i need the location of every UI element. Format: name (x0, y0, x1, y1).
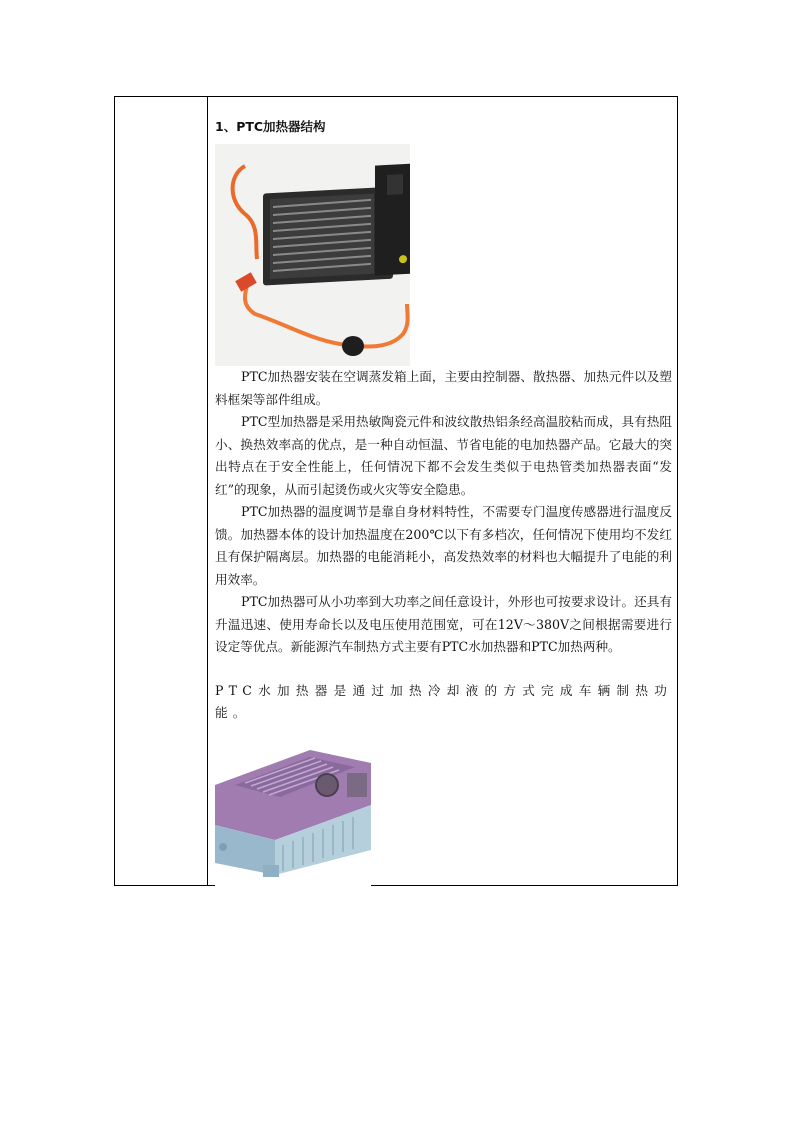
section-heading: 1、PTC加热器结构 (215, 119, 326, 134)
table-column-divider (207, 96, 208, 886)
paragraph-3: PTC加热器的温度调节是靠自身材料特性，不需要专门温度传感器进行温度反馈。加热器本体的设计加热温度在200℃以下有多档次，任何情况下使用均不发红且有保护隔离层。加热器的电能消耗小，高发热效率的材料也大幅提升了电能的利用效率。 (215, 504, 672, 587)
ptc-water-heater-render (215, 745, 371, 888)
water-heater-paragraph: PTC水加热器是通过加热冷却液的方式完成车辆制热功能。 (215, 682, 672, 720)
ptc-air-heater-photo (215, 144, 410, 366)
paragraph-2: PTC型加热器是采用热敏陶瓷元件和波纹散热铝条经高温胶粘而成，具有热阻小、换热效率高的优点，是一种自动恒温、节省电能的电加热器产品。它最大的突出特点在于安全性能上，任何情况下都不会发生类似于电热管类加热器表面“发红”的现象，从而引起烫伤或火灾等安全隐患。 (215, 414, 672, 497)
paragraph-1: PTC加热器安装在空调蒸发箱上面，主要由控制器、散热器、加热元件以及塑料框架等部件组成。 (215, 369, 672, 407)
paragraph-4: PTC加热器可从小功率到大功率之间任意设计，外形也可按要求设计。还具有升温迅速、使用寿命长以及电压使用范围宽，可在12V～380V之间根据需要进行设定等优点。新能源汽车制热方式主要有PTC水加热器和PTC加热两种。 (215, 594, 672, 654)
section-content (215, 118, 672, 888)
